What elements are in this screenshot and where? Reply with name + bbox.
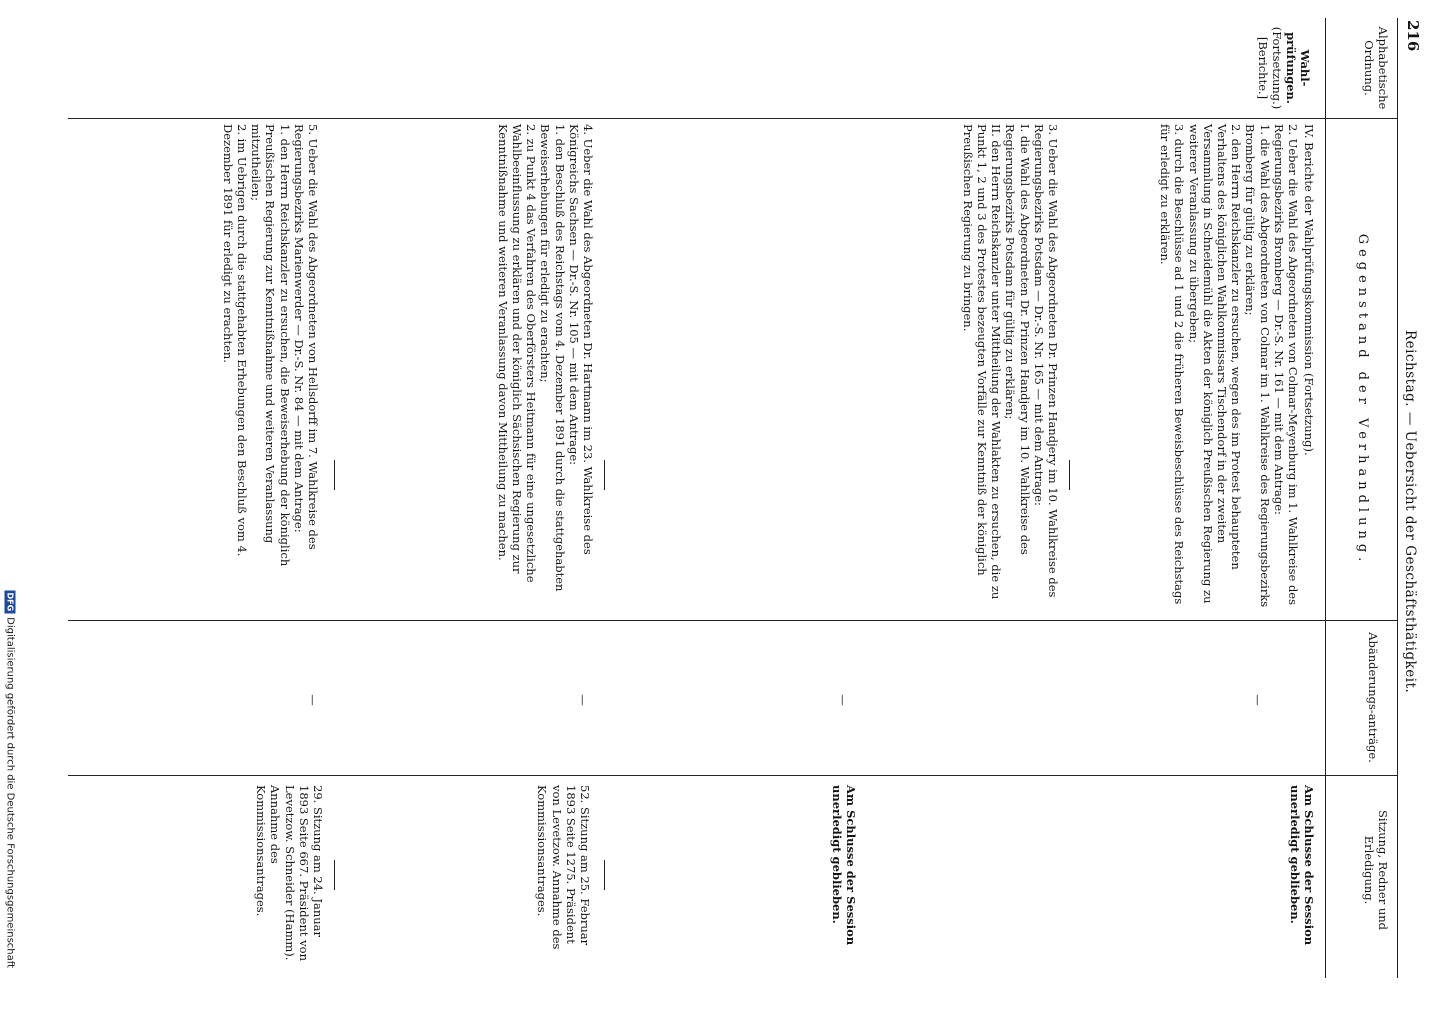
entry-3-amend: — [836,694,850,706]
entry-4-text: 4. Ueber die Wahl des Abgeordneten Dr. Hartmann im 23. Wahlkreise des Königreichs Sachsen — Dr.-S. Nr. 105 — mit dem Antrage: 1. den Beschluß des Reichstags vom 4. Dezember 1891 durch die stattgehabten Beweiserhebungen für erledigt zu erachten; 2. zu Punkt 4 das Verfahren des Oberförsters Heitmann für eine ungesetzliche Wahlbeeinflussung zu erklären und der königlich Sächsischen Regierung zur Kenntnißnahme und weiteren Veranlassung davon Mittheilung zu machen. [495,124,595,592]
separator-2 [604,460,605,490]
page-number: 216 [1404,20,1422,52]
entry-4-amend: — [576,694,590,706]
entry-3-text: 3. Ueber die Wahl des Abgeordneten Dr. Prinzen Handjery im 10. Wahlkreise des Regierungsbezirks Potsdam — Dr.-S. Nr. 165 — mit dem Antrage: I. die Wahl des Abgeordneten Dr. Prinzen Handjery im 10. Wahlkreise des Regierungsbezirks Potsdam für gültig zu erklären; II. den Herrn Reichskanzler unter Mittheilung der Wahlakten zu ersuchen, die zu Punkt 1, 2 und 3 des Protestes bezeugten Vorfälle zur Kenntniß der königlich Preußischen Regierung zu bringen. [960,124,1060,600]
label-wahl: Wahl- [1298,49,1312,87]
col-divider-1 [68,118,1398,119]
separator-5 [334,860,335,890]
col-header-abaenderung: Abänderungs-anträge. [1366,632,1380,763]
entry-3-result: Am Schlusse der Session unerledigt geblieben. [829,785,858,946]
label-berichte: [Berichte.] [1256,36,1270,100]
col-divider-2 [68,620,1398,621]
separator-4 [604,860,605,890]
col-header-ordnung: Alphabetische Ordnung. [1361,26,1390,110]
dfg-logo-icon: DFG [5,592,15,612]
entry-2-text: 2. Ueber die Wahl des Abgeordneten von Colmar-Meyenburg im 1. Wahlkreise des Regierungsbezirks Bromberg — Dr.-S. Nr. 161 — mit dem Antrage: 1. die Wahl des Abgeordneten von Colmar im 1. Wahlkreise des Regierungsbezirks Bromberg für gültig zu erklären; 2. den Herrn Reichskanzler zu ersuchen, wegen des im Protest behaupteten Verhaltens des königlichen Wahlkommissars Tischendorf in der zweiten Versammlung in Schneidemühl die Akten der königlich Preußischen Regierung zu weiterer Veranlassung zu übergeben; 3. durch die Beschlüsse ad 1 und 2 die früheren Beweisbeschlüsse des Reichstags für erledigt zu erklären. [1158,124,1300,608]
running-title: Reichstag. — Uebersicht der Geschäftsthätigkeit. [1402,330,1418,694]
separator-3 [334,460,335,490]
label-pruefungen: prüfungen. [1284,32,1298,104]
label-fortsetzung: (Fortsetzung.) [1270,26,1284,110]
col-header-sitzung: Sitzung, Redner und Erledigung. [1361,809,1390,931]
separator-1 [1069,460,1070,490]
col-divider-3 [68,775,1398,776]
entry-5-amend: — [306,694,320,706]
digitization-footer-text: Digitalisierung gefördert durch die Deutsche Forschungsgemeinschaft [4,617,16,969]
top-rule [1397,18,1398,978]
section-heading: IV. Berichte der Wahlprüfungskommission (Fortsetzung). [1302,124,1316,456]
entry-4-result: 52. Sitzung am 25. Februar 1893 Seite 1275. Präsident von Levetzow. Annahme des Kommissionsantrages. [535,785,592,950]
entry-5-result: 29. Sitzung am 24. Januar 1893 Seite 667. Präsident von Levetzow. Schneider (Hamm). Annahme des Kommissionsantrages. [254,785,325,961]
digitization-footer [5,591,16,1021]
entry-2-amend: — [1251,694,1265,706]
header-rule [1325,18,1326,978]
entry-5-text: 5. Ueber die Wahl des Abgeordneten von Hellsdorff im 7. Wahlkreise des Regierungsbezirks Marienwerder — Dr.-S. Nr. 84 — mit dem Antrage: 1. den Herrn Reichskanzler zu ersuchen, die Beweiserhebung der königlich Preußischen Regierung zur Kenntnißnahme und weiteren Veranlassung mitzutheilen; 2. im Uebrigen durch die stattgehabten Erhebungen den Beschluß vom 4. Dezember 1891 für erledigt zu erachten. [220,124,320,567]
col-header-gegenstand: Gegenstand der Verhandlung. [1355,233,1370,567]
entry-2-result: Am Schlusse der Session unerledigt geblieben. [1287,785,1316,946]
